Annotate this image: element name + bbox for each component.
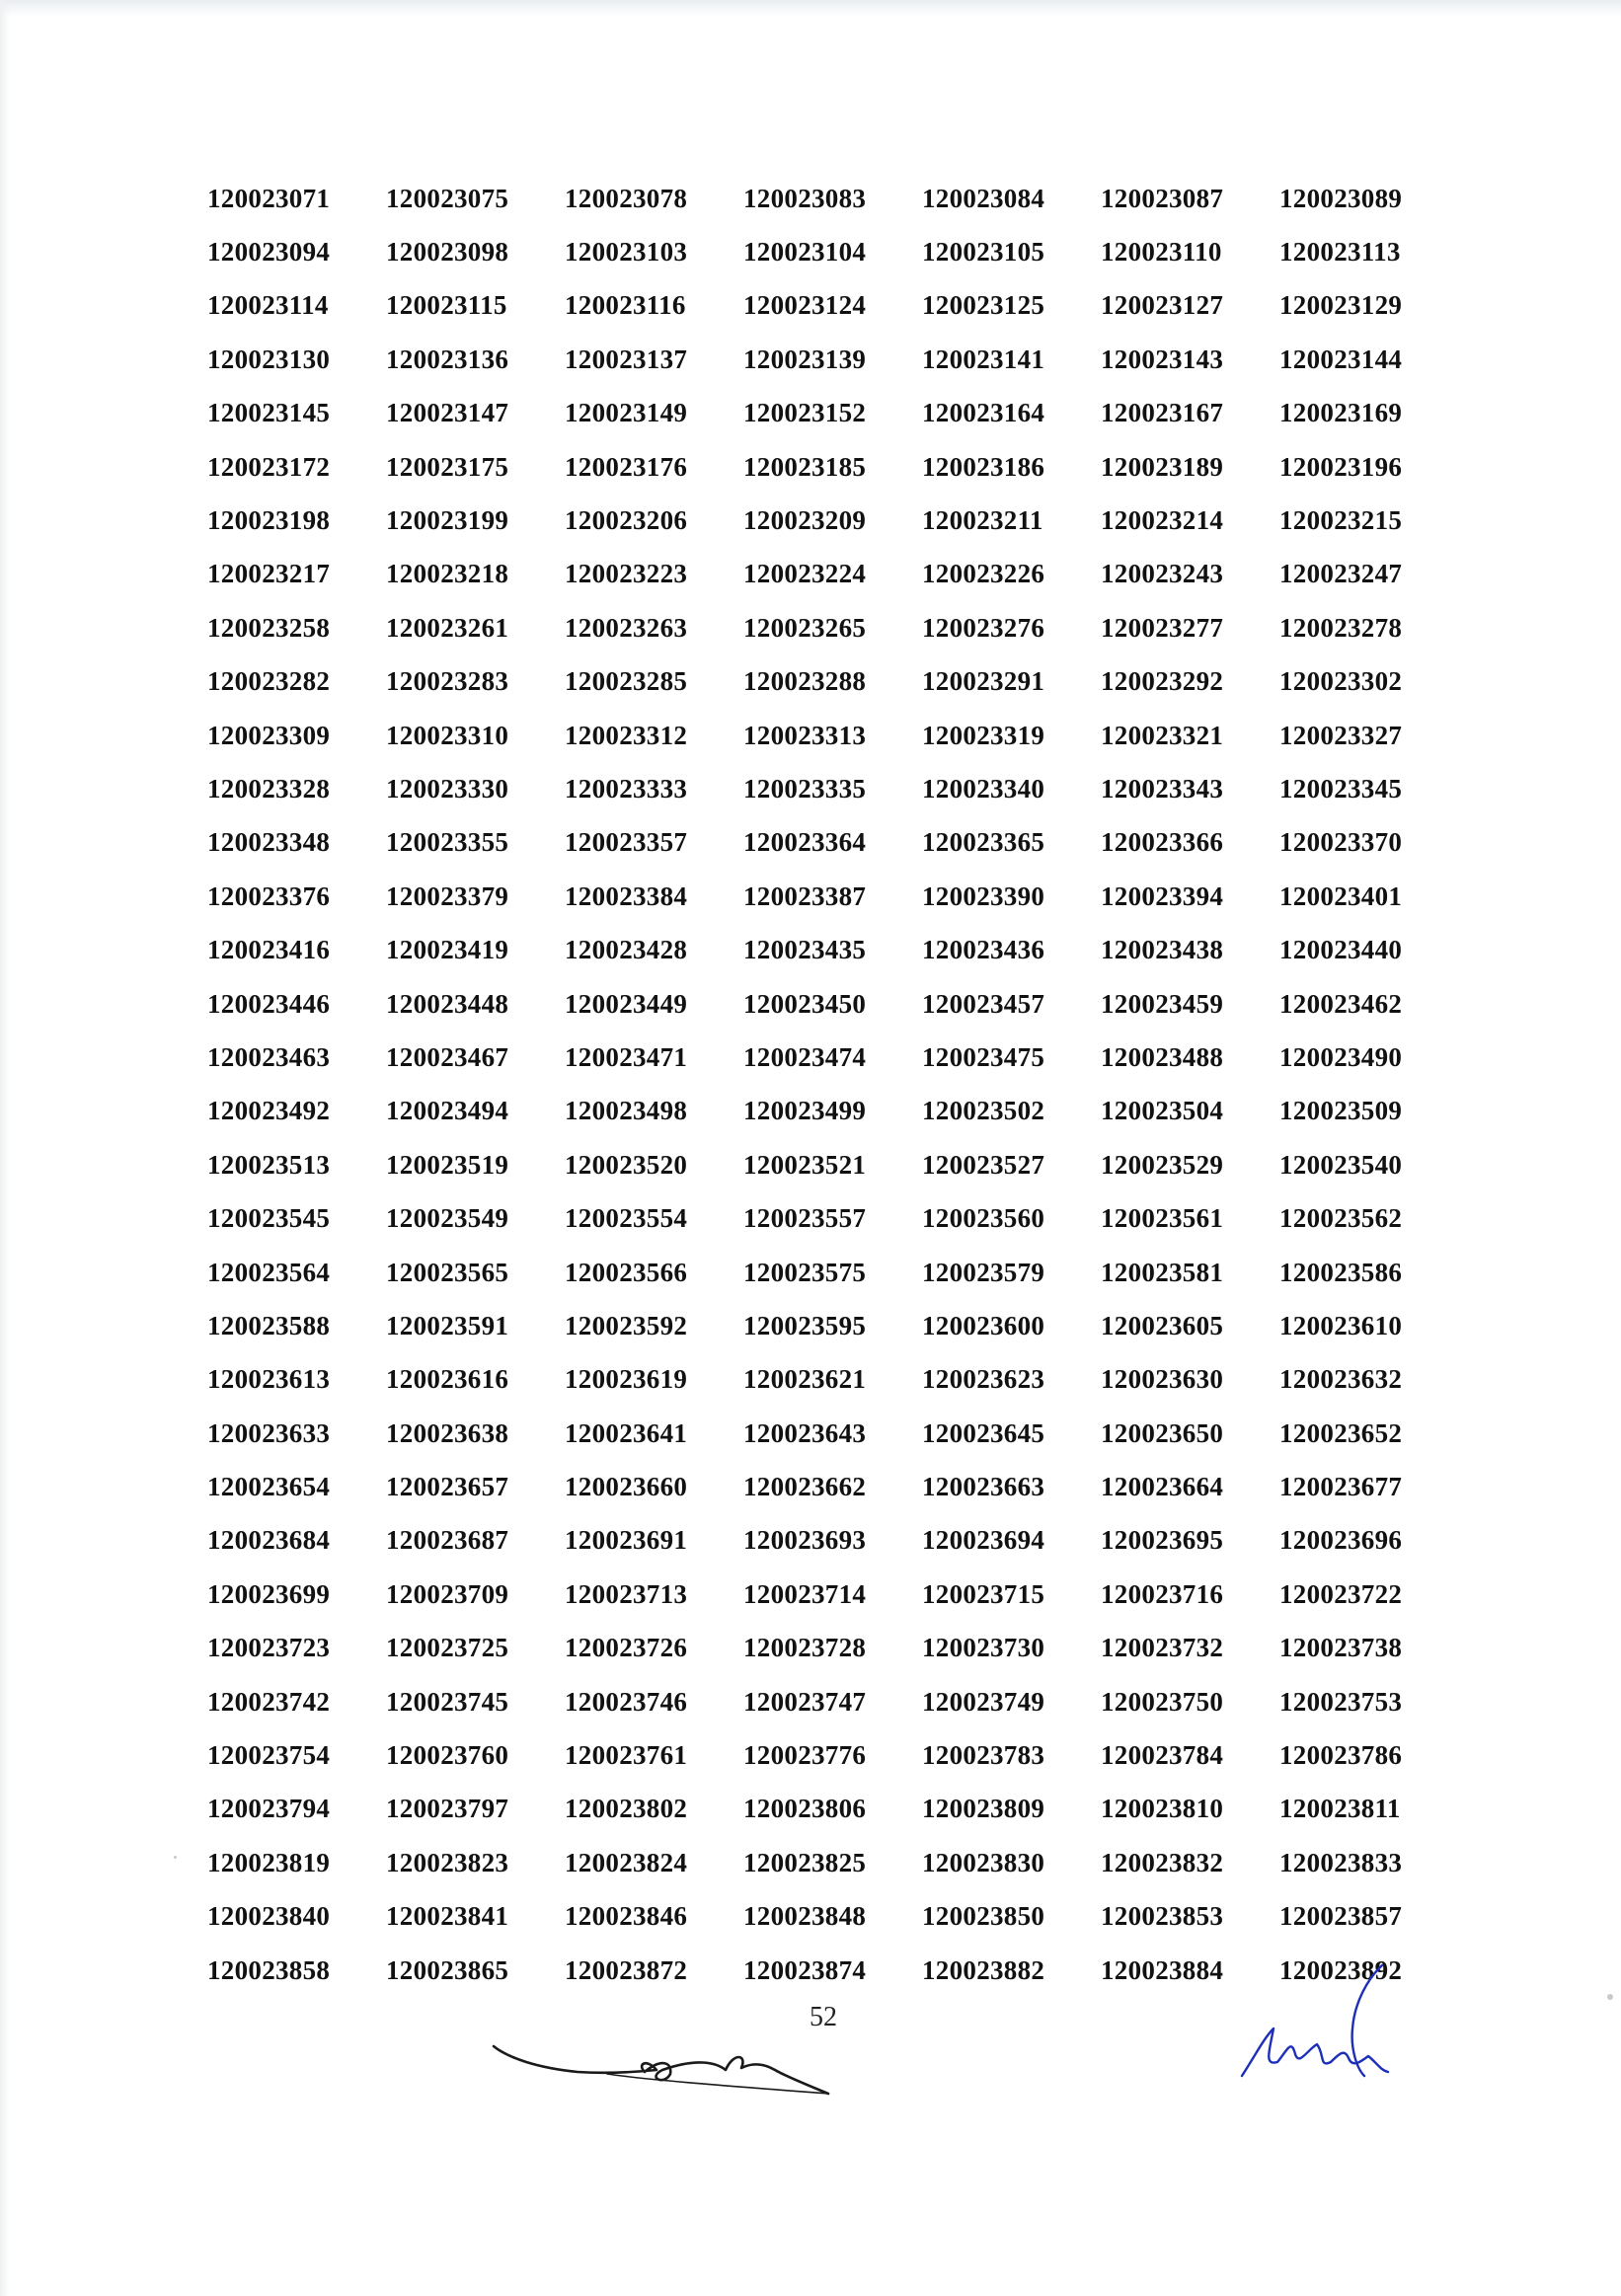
roll-number-cell: 120023116 [565, 290, 686, 321]
roll-number-cell: 120023089 [1279, 183, 1403, 213]
signature-left-tail [607, 2074, 828, 2094]
roll-number-cell: 120023261 [386, 612, 509, 643]
roll-number-cell: 120023722 [1279, 1578, 1403, 1609]
roll-number-cell: 120023471 [565, 1041, 688, 1072]
roll-number-cell: 120023343 [1101, 773, 1224, 804]
roll-number-cell: 120023105 [922, 237, 1045, 268]
roll-number-cell: 120023416 [207, 935, 331, 965]
roll-number-cell: 120023345 [1279, 773, 1403, 804]
roll-number-cell: 120023694 [922, 1525, 1045, 1556]
roll-number-cell: 120023176 [565, 451, 688, 482]
roll-number-cell: 120023435 [743, 935, 867, 965]
roll-number-cell: 120023474 [743, 1041, 867, 1072]
roll-number-cell: 120023087 [1101, 183, 1224, 213]
roll-number-cell: 120023075 [386, 183, 509, 213]
roll-number-cell: 120023450 [743, 988, 867, 1019]
roll-number-cell: 120023224 [743, 559, 867, 589]
roll-number-cell: 120023309 [207, 720, 331, 750]
roll-number-cell: 120023825 [743, 1847, 867, 1877]
roll-number-cell: 120023725 [386, 1633, 509, 1663]
roll-number-cell: 120023613 [207, 1364, 331, 1395]
roll-number-cell: 120023802 [565, 1794, 688, 1824]
table-row [207, 1353, 1431, 1407]
roll-number-cell: 120023783 [922, 1740, 1045, 1771]
signature-right-stroke [1352, 1965, 1382, 2076]
roll-number-cell: 120023124 [743, 290, 867, 321]
signature-right-loops [1242, 2028, 1388, 2076]
roll-number-cell: 120023632 [1279, 1364, 1403, 1395]
roll-number-cell: 120023565 [386, 1257, 509, 1287]
roll-number-cell: 120023830 [922, 1847, 1045, 1877]
roll-number-cell: 120023784 [1101, 1740, 1224, 1771]
roll-number-cell: 120023696 [1279, 1525, 1403, 1556]
roll-number-cell: 120023152 [743, 398, 867, 428]
roll-number-cell: 120023819 [207, 1847, 331, 1877]
roll-number-cell: 120023884 [1101, 1954, 1224, 1985]
roll-number-cell: 120023226 [922, 559, 1045, 589]
roll-number-cell: 120023364 [743, 827, 867, 858]
roll-number-cell: 120023071 [207, 183, 331, 213]
roll-number-cell: 120023693 [743, 1525, 867, 1556]
roll-number-cell: 120023749 [922, 1686, 1045, 1717]
roll-number-cell: 120023840 [207, 1901, 331, 1932]
roll-number-cell: 120023882 [922, 1954, 1045, 1985]
scan-edge-top [0, 0, 1621, 16]
roll-number-cell: 120023115 [386, 290, 507, 321]
roll-number-cell: 120023794 [207, 1794, 331, 1824]
roll-number-cell: 120023401 [1279, 880, 1403, 911]
roll-number-cell: 120023376 [207, 880, 331, 911]
roll-number-cell: 120023554 [565, 1203, 688, 1234]
roll-number-cell: 120023643 [743, 1417, 867, 1448]
table-row [207, 387, 1431, 440]
roll-number-cell: 120023327 [1279, 720, 1403, 750]
roll-number-cell: 120023853 [1101, 1901, 1224, 1932]
roll-number-cell: 120023129 [1279, 290, 1403, 321]
roll-number-cell: 120023504 [1101, 1096, 1224, 1126]
roll-number-cell: 120023167 [1101, 398, 1224, 428]
roll-number-cell: 120023206 [565, 505, 688, 536]
roll-number-cell: 120023726 [565, 1633, 688, 1663]
roll-number-cell: 120023113 [1279, 237, 1401, 268]
table-row [207, 333, 1431, 386]
roll-number-cell: 120023595 [743, 1310, 867, 1340]
roll-number-cell: 120023463 [207, 1041, 331, 1072]
roll-number-cell: 120023832 [1101, 1847, 1224, 1877]
signature-right [1234, 1959, 1402, 2088]
scan-speck [1607, 1994, 1613, 2000]
table-row [207, 1460, 1431, 1513]
roll-number-cell: 120023147 [386, 398, 509, 428]
roll-number-cell: 120023745 [386, 1686, 509, 1717]
roll-number-cell: 120023467 [386, 1041, 509, 1072]
roll-number-cell: 120023750 [1101, 1686, 1224, 1717]
roll-number-cell: 120023823 [386, 1847, 509, 1877]
roll-number-cell: 120023728 [743, 1633, 867, 1663]
roll-number-cell: 120023263 [565, 612, 688, 643]
roll-number-cell: 120023330 [386, 773, 509, 804]
roll-number-cell: 120023186 [922, 451, 1045, 482]
roll-number-cell: 120023513 [207, 1149, 331, 1180]
roll-number-cell: 120023874 [743, 1954, 867, 1985]
roll-number-cell: 120023841 [386, 1901, 509, 1932]
roll-number-cell: 120023277 [1101, 612, 1224, 643]
roll-number-cell: 120023746 [565, 1686, 688, 1717]
roll-number-cell: 120023078 [565, 183, 688, 213]
roll-number-cell: 120023695 [1101, 1525, 1224, 1556]
roll-number-cell: 120023328 [207, 773, 331, 804]
scan-edge-left [0, 0, 10, 2296]
roll-number-cell: 120023716 [1101, 1578, 1224, 1609]
roll-number-cell: 120023104 [743, 237, 867, 268]
roll-number-cell: 120023776 [743, 1740, 867, 1771]
roll-number-cell: 120023633 [207, 1417, 331, 1448]
roll-number-cell: 120023575 [743, 1257, 867, 1287]
table-row [207, 172, 1431, 225]
table-row [207, 1031, 1431, 1084]
table-row [207, 1728, 1431, 1782]
roll-number-cell: 120023169 [1279, 398, 1403, 428]
table-row [207, 1085, 1431, 1138]
table-row [207, 709, 1431, 762]
roll-number-cell: 120023713 [565, 1578, 688, 1609]
table-row [207, 1836, 1431, 1889]
roll-number-cell: 120023738 [1279, 1633, 1403, 1663]
roll-number-cell: 120023488 [1101, 1041, 1224, 1072]
roll-number-cell: 120023214 [1101, 505, 1224, 536]
roll-number-cell: 120023319 [922, 720, 1045, 750]
roll-number-cell: 120023581 [1101, 1257, 1224, 1287]
roll-number-cell: 120023291 [922, 666, 1045, 697]
roll-number-cell: 120023645 [922, 1417, 1045, 1448]
roll-number-cell: 120023114 [207, 290, 329, 321]
roll-number-cell: 120023872 [565, 1954, 688, 1985]
roll-number-cell: 120023549 [386, 1203, 509, 1234]
roll-number-cell: 120023265 [743, 612, 867, 643]
roll-number-cell: 120023810 [1101, 1794, 1224, 1824]
roll-number-cell: 120023283 [386, 666, 509, 697]
roll-number-cell: 120023600 [922, 1310, 1045, 1340]
roll-number-cell: 120023475 [922, 1041, 1045, 1072]
roll-number-cell: 120023562 [1279, 1203, 1403, 1234]
roll-number-cell: 120023865 [386, 1954, 509, 1985]
roll-number-cell: 120023335 [743, 773, 867, 804]
roll-number-cell: 120023586 [1279, 1257, 1403, 1287]
table-row [207, 762, 1431, 815]
roll-number-cell: 120023292 [1101, 666, 1224, 697]
table-row [207, 1138, 1431, 1191]
roll-number-cell: 120023519 [386, 1149, 509, 1180]
roll-number-cell: 120023258 [207, 612, 331, 643]
roll-number-cell: 120023592 [565, 1310, 688, 1340]
table-row [207, 548, 1431, 601]
roll-number-cell: 120023521 [743, 1149, 867, 1180]
roll-number-cell: 120023211 [922, 505, 1043, 536]
roll-number-cell: 120023365 [922, 827, 1045, 858]
roll-number-cell: 120023390 [922, 880, 1045, 911]
roll-number-cell: 120023278 [1279, 612, 1403, 643]
roll-number-cell: 120023209 [743, 505, 867, 536]
table-row [207, 977, 1431, 1031]
roll-number-cell: 120023797 [386, 1794, 509, 1824]
roll-number-cell: 120023103 [565, 237, 688, 268]
roll-number-cell: 120023446 [207, 988, 331, 1019]
roll-number-cell: 120023312 [565, 720, 688, 750]
roll-number-cell: 120023302 [1279, 666, 1403, 697]
roll-number-cell: 120023457 [922, 988, 1045, 1019]
roll-number-cell: 120023846 [565, 1901, 688, 1932]
roll-number-cell: 120023394 [1101, 880, 1224, 911]
roll-number-cell: 120023428 [565, 935, 688, 965]
roll-number-cell: 120023136 [386, 344, 509, 374]
roll-number-cell: 120023664 [1101, 1472, 1224, 1502]
roll-number-cell: 120023438 [1101, 935, 1224, 965]
roll-number-cell: 120023753 [1279, 1686, 1403, 1717]
roll-number-cell: 120023591 [386, 1310, 509, 1340]
table-row [207, 1568, 1431, 1621]
roll-number-cell: 120023760 [386, 1740, 509, 1771]
roll-number-cell: 120023310 [386, 720, 509, 750]
roll-number-cell: 120023215 [1279, 505, 1403, 536]
roll-number-cell: 120023370 [1279, 827, 1403, 858]
roll-number-cell: 120023848 [743, 1901, 867, 1932]
roll-number-cell: 120023149 [565, 398, 688, 428]
roll-number-cell: 120023709 [386, 1578, 509, 1609]
roll-number-cell: 120023663 [922, 1472, 1045, 1502]
roll-number-cell: 120023714 [743, 1578, 867, 1609]
roll-number-cell: 120023527 [922, 1149, 1045, 1180]
roll-number-cell: 120023145 [207, 398, 331, 428]
scan-speck [174, 1856, 177, 1859]
roll-number-cell: 120023809 [922, 1794, 1045, 1824]
roll-number-cell: 120023811 [1279, 1794, 1401, 1824]
roll-number-cell: 120023610 [1279, 1310, 1403, 1340]
roll-number-cell: 120023494 [386, 1096, 509, 1126]
roll-number-cell: 120023754 [207, 1740, 331, 1771]
roll-number-cell: 120023139 [743, 344, 867, 374]
roll-number-cell: 120023520 [565, 1149, 688, 1180]
roll-number-cell: 120023355 [386, 827, 509, 858]
roll-number-cell: 120023806 [743, 1794, 867, 1824]
roll-number-cell: 120023137 [565, 344, 688, 374]
roll-number-cell: 120023662 [743, 1472, 867, 1502]
roll-number-cell: 120023243 [1101, 559, 1224, 589]
roll-number-cell: 120023747 [743, 1686, 867, 1717]
roll-number-cell: 120023348 [207, 827, 331, 858]
table-row [207, 816, 1431, 870]
roll-number-cell: 120023857 [1279, 1901, 1403, 1932]
roll-number-cell: 120023529 [1101, 1149, 1224, 1180]
table-row [207, 1407, 1431, 1460]
signature-left [489, 2028, 834, 2117]
roll-number-cell: 120023125 [922, 290, 1045, 321]
roll-number-cell: 120023833 [1279, 1847, 1403, 1877]
roll-number-cell: 120023858 [207, 1954, 331, 1985]
table-row [207, 1675, 1431, 1728]
page-number: 52 [810, 2002, 837, 2032]
roll-number-cell: 120023660 [565, 1472, 688, 1502]
roll-number-cell: 120023540 [1279, 1149, 1403, 1180]
roll-number-cell: 120023144 [1279, 344, 1403, 374]
roll-number-cell: 120023175 [386, 451, 509, 482]
roll-number-cell: 120023218 [386, 559, 509, 589]
roll-number-cell: 120023498 [565, 1096, 688, 1126]
roll-number-cell: 120023285 [565, 666, 688, 697]
table-row [207, 655, 1431, 709]
roll-number-cell: 120023652 [1279, 1417, 1403, 1448]
roll-number-cell: 120023616 [386, 1364, 509, 1395]
table-row [207, 1514, 1431, 1568]
table-row [207, 870, 1431, 923]
roll-number-cell: 120023196 [1279, 451, 1403, 482]
roll-number-cell: 120023340 [922, 773, 1045, 804]
roll-number-cell: 120023449 [565, 988, 688, 1019]
roll-number-cell: 120023623 [922, 1364, 1045, 1395]
roll-number-cell: 120023579 [922, 1257, 1045, 1287]
roll-number-cell: 120023687 [386, 1525, 509, 1556]
roll-number-cell: 120023387 [743, 880, 867, 911]
roll-number-cell: 120023684 [207, 1525, 331, 1556]
roll-number-cell: 120023723 [207, 1633, 331, 1663]
roll-number-cell: 120023384 [565, 880, 688, 911]
roll-number-cell: 120023621 [743, 1364, 867, 1395]
roll-number-cell: 120023366 [1101, 827, 1224, 858]
roll-number-cell: 120023448 [386, 988, 509, 1019]
table-row [207, 1622, 1431, 1675]
roll-number-cell: 120023715 [922, 1578, 1045, 1609]
roll-number-cell: 120023459 [1101, 988, 1224, 1019]
roll-number-cell: 120023641 [565, 1417, 688, 1448]
roll-number-cell: 120023588 [207, 1310, 331, 1340]
roll-number-cell: 120023557 [743, 1203, 867, 1234]
roll-number-cell: 120023691 [565, 1525, 688, 1556]
table-row [207, 1783, 1431, 1836]
roll-number-cell: 120023094 [207, 237, 331, 268]
roll-number-cell: 120023313 [743, 720, 867, 750]
roll-number-cell: 120023564 [207, 1257, 331, 1287]
roll-number-cell: 120023850 [922, 1901, 1045, 1932]
roll-number-cell: 120023198 [207, 505, 331, 536]
roll-number-cell: 120023172 [207, 451, 331, 482]
roll-number-cell: 120023098 [386, 237, 509, 268]
roll-number-cell: 120023357 [565, 827, 688, 858]
roll-number-cell: 120023164 [922, 398, 1045, 428]
roll-number-cell: 120023742 [207, 1686, 331, 1717]
roll-number-table [207, 172, 1431, 1997]
table-row [207, 601, 1431, 654]
roll-number-cell: 120023321 [1101, 720, 1224, 750]
roll-number-cell: 120023561 [1101, 1203, 1224, 1234]
roll-number-cell: 120023440 [1279, 935, 1403, 965]
table-row [207, 1299, 1431, 1352]
roll-number-cell: 120023130 [207, 344, 331, 374]
roll-number-cell: 120023110 [1101, 237, 1222, 268]
roll-number-cell: 120023502 [922, 1096, 1045, 1126]
roll-number-cell: 120023276 [922, 612, 1045, 643]
table-row [207, 1191, 1431, 1245]
roll-number-cell: 120023786 [1279, 1740, 1403, 1771]
table-row [207, 494, 1431, 547]
roll-number-cell: 120023619 [565, 1364, 688, 1395]
roll-number-cell: 120023650 [1101, 1417, 1224, 1448]
table-row [207, 1890, 1431, 1944]
signature-left-stroke [494, 2046, 828, 2094]
roll-number-cell: 120023419 [386, 935, 509, 965]
roll-number-cell: 120023630 [1101, 1364, 1224, 1395]
roll-number-cell: 120023499 [743, 1096, 867, 1126]
table-row [207, 279, 1431, 333]
table-row [207, 225, 1431, 278]
roll-number-cell: 120023462 [1279, 988, 1403, 1019]
roll-number-cell: 120023490 [1279, 1041, 1403, 1072]
roll-number-cell: 120023199 [386, 505, 509, 536]
roll-number-cell: 120023638 [386, 1417, 509, 1448]
roll-number-cell: 120023143 [1101, 344, 1224, 374]
roll-number-cell: 120023083 [743, 183, 867, 213]
roll-number-cell: 120023247 [1279, 559, 1403, 589]
roll-number-cell: 120023605 [1101, 1310, 1224, 1340]
roll-number-cell: 120023824 [565, 1847, 688, 1877]
roll-number-cell: 120023657 [386, 1472, 509, 1502]
roll-number-cell: 120023761 [565, 1740, 688, 1771]
roll-number-cell: 120023223 [565, 559, 688, 589]
roll-number-cell: 120023185 [743, 451, 867, 482]
roll-number-cell: 120023492 [207, 1096, 331, 1126]
roll-number-cell: 120023654 [207, 1472, 331, 1502]
roll-number-cell: 120023288 [743, 666, 867, 697]
table-row [207, 1246, 1431, 1299]
table-row [207, 923, 1431, 976]
roll-number-cell: 120023333 [565, 773, 688, 804]
roll-number-cell: 120023892 [1279, 1954, 1403, 1985]
roll-number-cell: 120023560 [922, 1203, 1045, 1234]
roll-number-cell: 120023732 [1101, 1633, 1224, 1663]
roll-number-cell: 120023545 [207, 1203, 331, 1234]
roll-number-cell: 120023217 [207, 559, 331, 589]
roll-number-cell: 120023189 [1101, 451, 1224, 482]
roll-number-cell: 120023566 [565, 1257, 688, 1287]
roll-number-cell: 120023282 [207, 666, 331, 697]
roll-number-cell: 120023379 [386, 880, 509, 911]
table-row [207, 440, 1431, 494]
roll-number-cell: 120023730 [922, 1633, 1045, 1663]
roll-number-cell: 120023509 [1279, 1096, 1403, 1126]
roll-number-cell: 120023084 [922, 183, 1045, 213]
roll-number-cell: 120023436 [922, 935, 1045, 965]
roll-number-cell: 120023677 [1279, 1472, 1403, 1502]
roll-number-cell: 120023127 [1101, 290, 1224, 321]
roll-number-cell: 120023141 [922, 344, 1045, 374]
roll-number-cell: 120023699 [207, 1578, 331, 1609]
